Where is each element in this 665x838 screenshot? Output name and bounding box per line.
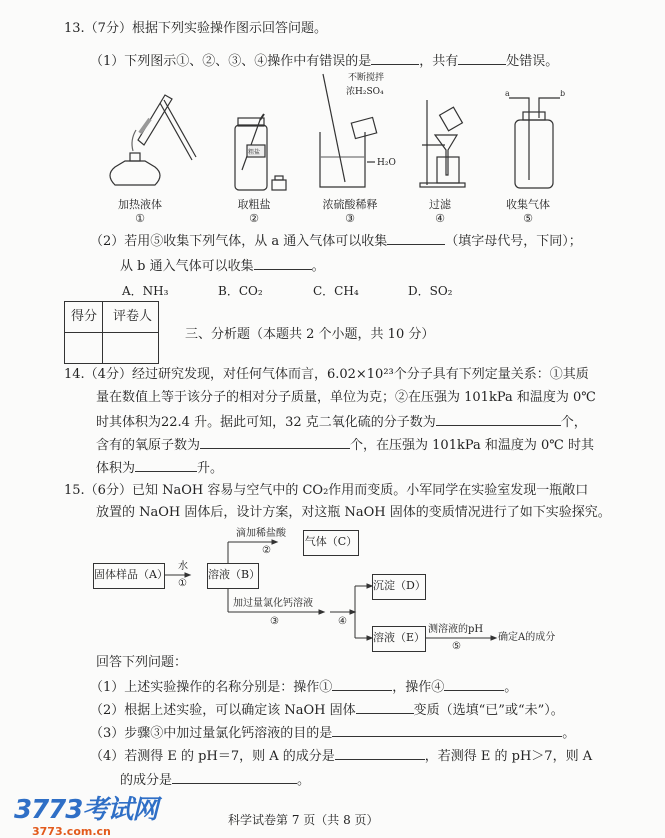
text: （2）若用⑤收集下列气体，从 a 通入气体可以收集: [90, 234, 388, 249]
answer-blank[interactable]: [332, 678, 392, 691]
text: ，操作④: [392, 680, 445, 695]
answer-blank[interactable]: [335, 747, 425, 760]
figure-1-label: 加热液体: [118, 198, 162, 211]
step-3-label: ③: [270, 616, 279, 627]
inlet-b-label: b: [560, 90, 565, 98]
stir-annotation: 不断搅拌: [348, 73, 385, 83]
salt-label: 粗盐: [248, 149, 261, 156]
text: 的成分是: [120, 773, 173, 788]
text: 体积为: [96, 461, 136, 476]
add-hcl-label: 滴加稀盐酸: [236, 528, 286, 539]
figure-5-number: ⑤: [523, 212, 533, 225]
option-c: C．CH₄: [313, 284, 359, 298]
text: ，若测得 E 的 pH＞7，则 A: [424, 749, 593, 764]
answer-blank[interactable]: [356, 701, 414, 714]
measure-ph-label: 测溶液的pH: [428, 624, 484, 635]
q15-a1: [90, 678, 517, 696]
text: 时其体积为22.4 升。据此可知，32 克二氧化硫的分子数为: [96, 415, 436, 430]
q15-a2: [90, 701, 564, 719]
text: （3）步骤③中加过量氯化钙溶液的目的是: [90, 726, 333, 741]
inlet-a-label: a: [505, 90, 510, 98]
q15-a4: [90, 747, 592, 765]
text: 处错误。: [506, 54, 559, 69]
solid-sample-a-box: 固体样品（A）: [93, 563, 165, 589]
q14-line1: 14.（4分）经过研究发现，对任何气体而言，6.02×10²³个分子具有下列定量关系：①其质: [64, 367, 589, 382]
step-1-label: ①: [178, 578, 187, 589]
figure-1-number: ①: [135, 212, 145, 225]
answer-intro: 回答下列问题：: [96, 655, 188, 670]
grader-header: 评卷人: [113, 309, 153, 324]
q15-a3: [90, 724, 575, 742]
text: 升。: [197, 461, 224, 476]
figure-2-number: ②: [249, 212, 259, 225]
text: 从 b 通入气体可以收集: [120, 259, 254, 274]
text: 个，: [560, 415, 587, 430]
section-title: 三、分析题（本题共 2 个小题，共 10 分）: [185, 327, 435, 342]
step-4-label: ④: [338, 616, 347, 627]
answer-blank[interactable]: [172, 771, 297, 784]
solution-b-box: 溶液（B）: [207, 563, 259, 589]
q14-line2: 量在数值上等于该分子的相对分子质量，单位为克；②在压强为 101kPa 和温度为 0℃: [96, 390, 596, 405]
water-label: 水: [178, 561, 188, 572]
text: （1）上述实验操作的名称分别是：操作①: [90, 680, 333, 695]
text: 。: [562, 726, 576, 741]
text: （4）若测得 E 的 pH＝7，则 A 的成分是: [90, 749, 335, 764]
text: ，共有: [419, 54, 459, 69]
text: （1）下列图示①、②、③、④操作中有错误的是: [90, 54, 372, 69]
page-footer: 科学试卷第 7 页（共 8 页）: [228, 813, 379, 827]
figure-3-label: 浓硫酸稀释: [322, 198, 378, 211]
q13-title: 13.（7分）根据下列实验操作图示回答问题。: [64, 21, 327, 36]
text: 。: [504, 680, 518, 695]
option-b: B．CO₂: [218, 284, 263, 298]
q15-a5: [120, 771, 310, 789]
text: （填字母代号，下同）；: [445, 234, 582, 249]
step-2-label: ②: [262, 545, 271, 556]
text: 变质（选填“已”或“未”）。: [413, 703, 564, 718]
answer-blank[interactable]: [332, 724, 562, 737]
figure-4-label: 过滤: [429, 198, 451, 211]
text: 。: [311, 259, 325, 274]
text: （2）根据上述实验，可以确定该 NaOH 固体: [90, 703, 356, 718]
option-a: A．NH₃: [122, 284, 169, 298]
gas-c-box: 气体（C）: [303, 530, 359, 556]
solution-e-box: 溶液（E）: [372, 626, 426, 652]
water-annotation: H₂O: [377, 158, 396, 168]
figure-4-number: ④: [435, 212, 445, 225]
figure-2-label: 取粗盐: [237, 198, 271, 211]
precipitate-d-box: 沉淀（D）: [372, 574, 426, 600]
add-cacl2-label: 加过量氯化钙溶液: [233, 598, 313, 609]
figure-3-number: ③: [345, 212, 355, 225]
q15-line1: 15.（6分）已知 NaOH 容易与空气中的 CO₂作用而变质。小军同学在实验室发现一瓶敞口: [64, 483, 589, 498]
watermark-logo: 3773考试网: [14, 795, 158, 825]
option-d: D．SO₂: [408, 284, 453, 298]
text: 。: [297, 773, 311, 788]
figure-5-label: 收集气体: [506, 198, 550, 211]
q15-line2: 放置的 NaOH 固体后，设计方案，对这瓶 NaOH 固体的变质情况进行了如下实验探究。: [96, 505, 611, 520]
answer-blank[interactable]: [444, 678, 504, 691]
score-header: 得分: [71, 309, 98, 324]
text: 含有的氧原子数为: [96, 438, 201, 453]
text: 个，在压强为 101kPa 和温度为 0℃ 时其: [350, 438, 594, 453]
result-label: 确定A的成分: [498, 632, 556, 643]
watermark-site: 3773.com.cn: [32, 825, 111, 838]
acid-annotation: 浓H₂SO₄: [346, 87, 384, 97]
step-5-label: ⑤: [452, 641, 461, 652]
